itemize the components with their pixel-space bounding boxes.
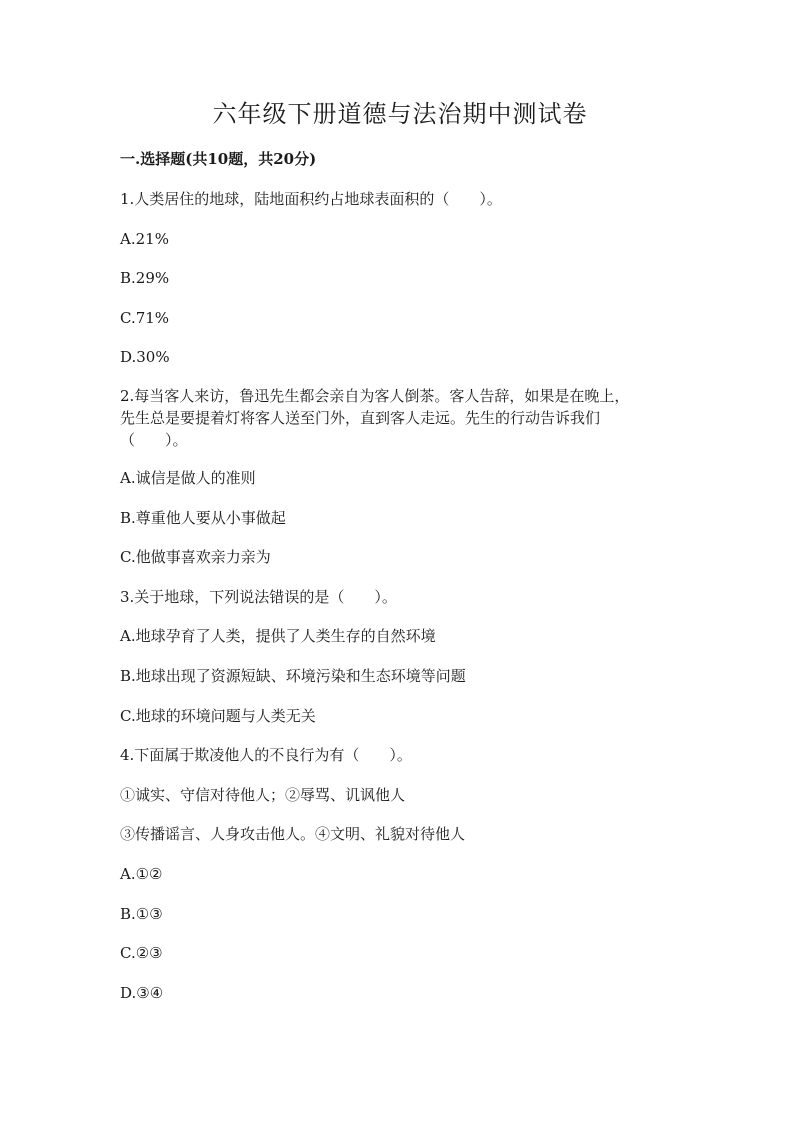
- question-3-option-a: A.地球孕育了人类，提供了人类生存的自然环境: [120, 627, 436, 645]
- question-2-option-a: A.诚信是做人的准则: [120, 469, 256, 487]
- question-4-option-d: D.③④: [120, 984, 164, 1002]
- question-4-statement-2: ③传播谣言、人身攻击他人。④文明、礼貌对待他人: [120, 825, 466, 843]
- question-4-option-c: C.②③: [120, 944, 163, 962]
- question-3-stem: 3.关于地球，下列说法错误的是（ ）。: [120, 588, 397, 606]
- question-3-option-b: B.地球出现了资源短缺、环境污染和生态环境等问题: [120, 667, 466, 685]
- question-4-option-b: B.①③: [120, 905, 163, 923]
- question-1-option-c: C.71%: [120, 309, 170, 327]
- question-2-option-b: B.尊重他人要从小事做起: [120, 509, 286, 527]
- question-1-stem: 1.人类居住的地球，陆地面积约占地球表面积的（ ）。: [120, 190, 502, 208]
- question-3-option-c: C.地球的环境问题与人类无关: [120, 707, 316, 725]
- question-4-statement-1: ①诚实、守信对待他人；②辱骂、讥讽他人: [120, 786, 406, 804]
- page-title: 六年级下册道德与法治期中测试卷: [212, 100, 588, 128]
- question-4-stem: 4.下面属于欺凌他人的不良行为有（ ）。: [120, 746, 412, 764]
- question-2-option-c: C.他做事喜欢亲力亲为: [120, 548, 271, 566]
- question-2-stem: [120, 385, 680, 451]
- question-1-option-b: B.29%: [120, 269, 170, 287]
- question-1-option-d: D.30%: [120, 348, 170, 366]
- section-heading: 一.选择题(共10题，共20分): [120, 150, 317, 168]
- question-2-stem-line-1: 2.每当客人来访，鲁迅先生都会亲自为客人倒茶。客人告辞，如果是在晚上，: [120, 387, 630, 405]
- question-1-option-a: A.21%: [120, 230, 169, 248]
- question-4-option-a: A.①②: [120, 865, 163, 883]
- question-2-stem-line-3: （ ）。: [120, 431, 188, 449]
- question-2-stem-line-2: 先生总是要提着灯将客人送至门外，直到客人走远。先生的行动告诉我们: [120, 409, 601, 427]
